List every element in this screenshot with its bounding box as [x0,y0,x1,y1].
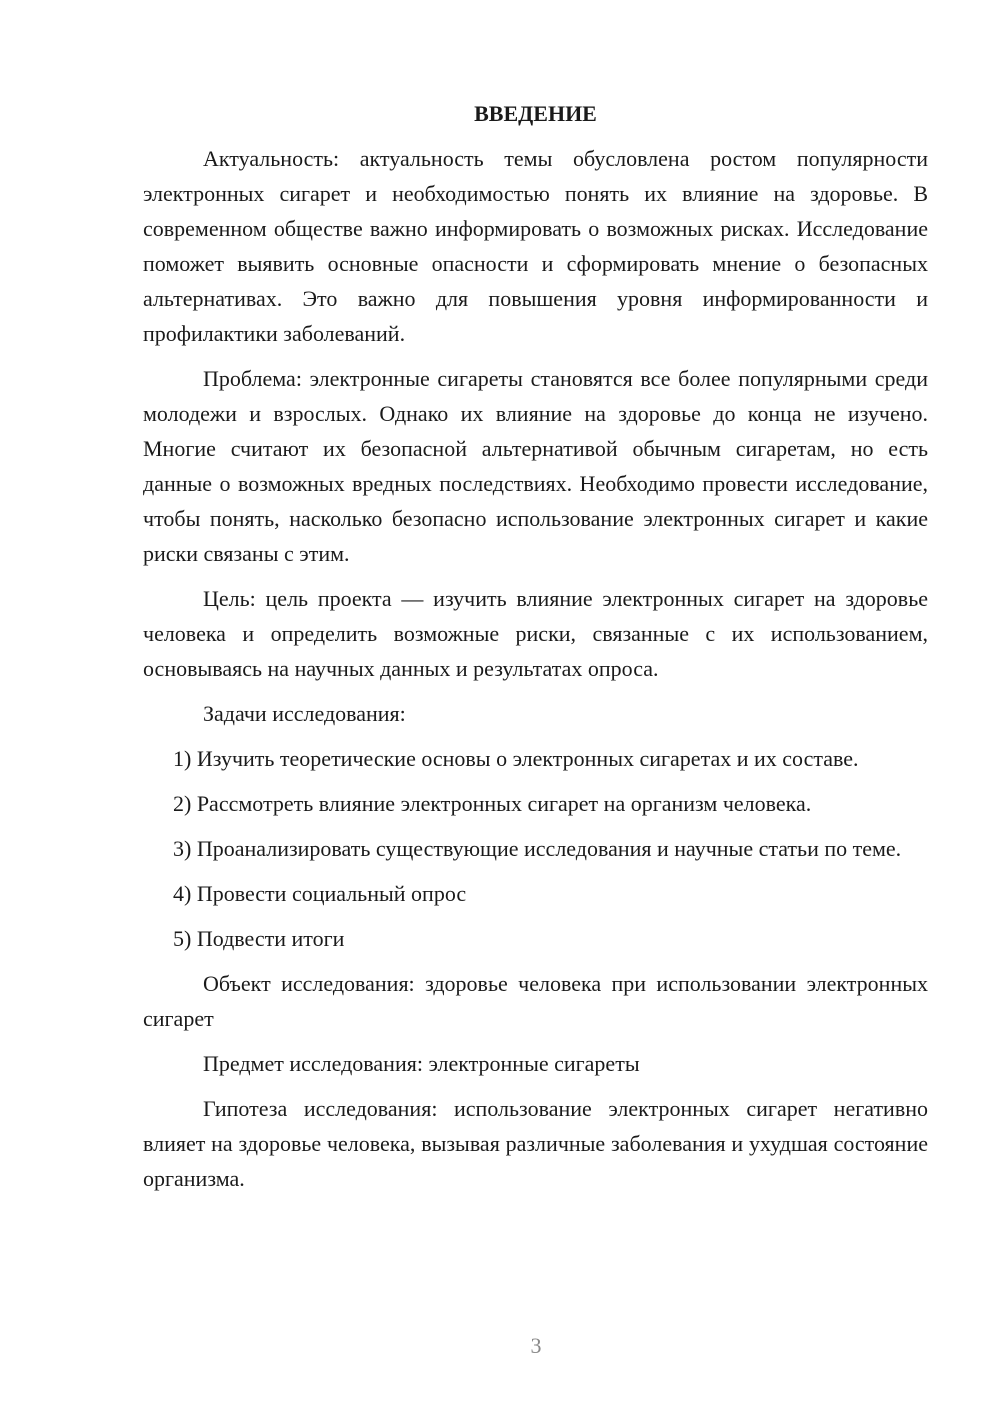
paragraph-problem: Проблема: электронные сигареты становятся все более популярными среди молодежи и взрослых. Однако их влияние на здоровье до конца не изучено. Многие считают их безопасной альтернативой обычным сигаретам, но есть данные о возможных вредных последствиях. Необходимо провести исследование, чтобы понять, насколько безопасно использование электронных сигарет и какие риски связаны с этим. [143,366,928,566]
task-item: 1) Изучить теоретические основы о электронных сигаретах и их составе. [173,746,859,771]
task-item: 5) Подвести итоги [173,926,345,951]
paragraph-subject: Предмет исследования: электронные сигареты [203,1051,640,1076]
paragraph-relevance: Актуальность: актуальность темы обусловлена ростом популярности электронных сигарет и необходимостью понять их влияние на здоровье. В современном обществе важно информировать о возможных рисках. Исследование поможет выявить основные опасности и сформировать мнение о безопасных альтернативах. Это важно для повышения уровня информированности и профилактики заболеваний. [143,146,928,346]
paragraph-hypothesis: Гипотеза исследования: использование электронных сигарет негативно влияет на здоровье человека, вызывая различные заболевания и ухудшая состояние организма. [143,1096,928,1191]
section-title: ВВЕДЕНИЕ [474,101,597,126]
paragraph-object: Объект исследования: здоровье человека при использовании электронных сигарет [143,971,928,1031]
paragraph-tasks-heading: Задачи исследования: [203,701,406,726]
task-item: 3) Проанализировать существующие исследования и научные статьи по теме. [173,836,902,861]
task-item: 4) Провести социальный опрос [173,881,467,906]
paragraph-goal: Цель: цель проекта — изучить влияние электронных сигарет на здоровье человека и определить возможные риски, связанные с их использованием, основываясь на научных данных и результатах опроса. [143,586,928,681]
task-item: 2) Рассмотреть влияние электронных сигарет на организм человека. [173,791,812,816]
page-body [143,96,928,1206]
page-number: 3 [530,1333,542,1358]
